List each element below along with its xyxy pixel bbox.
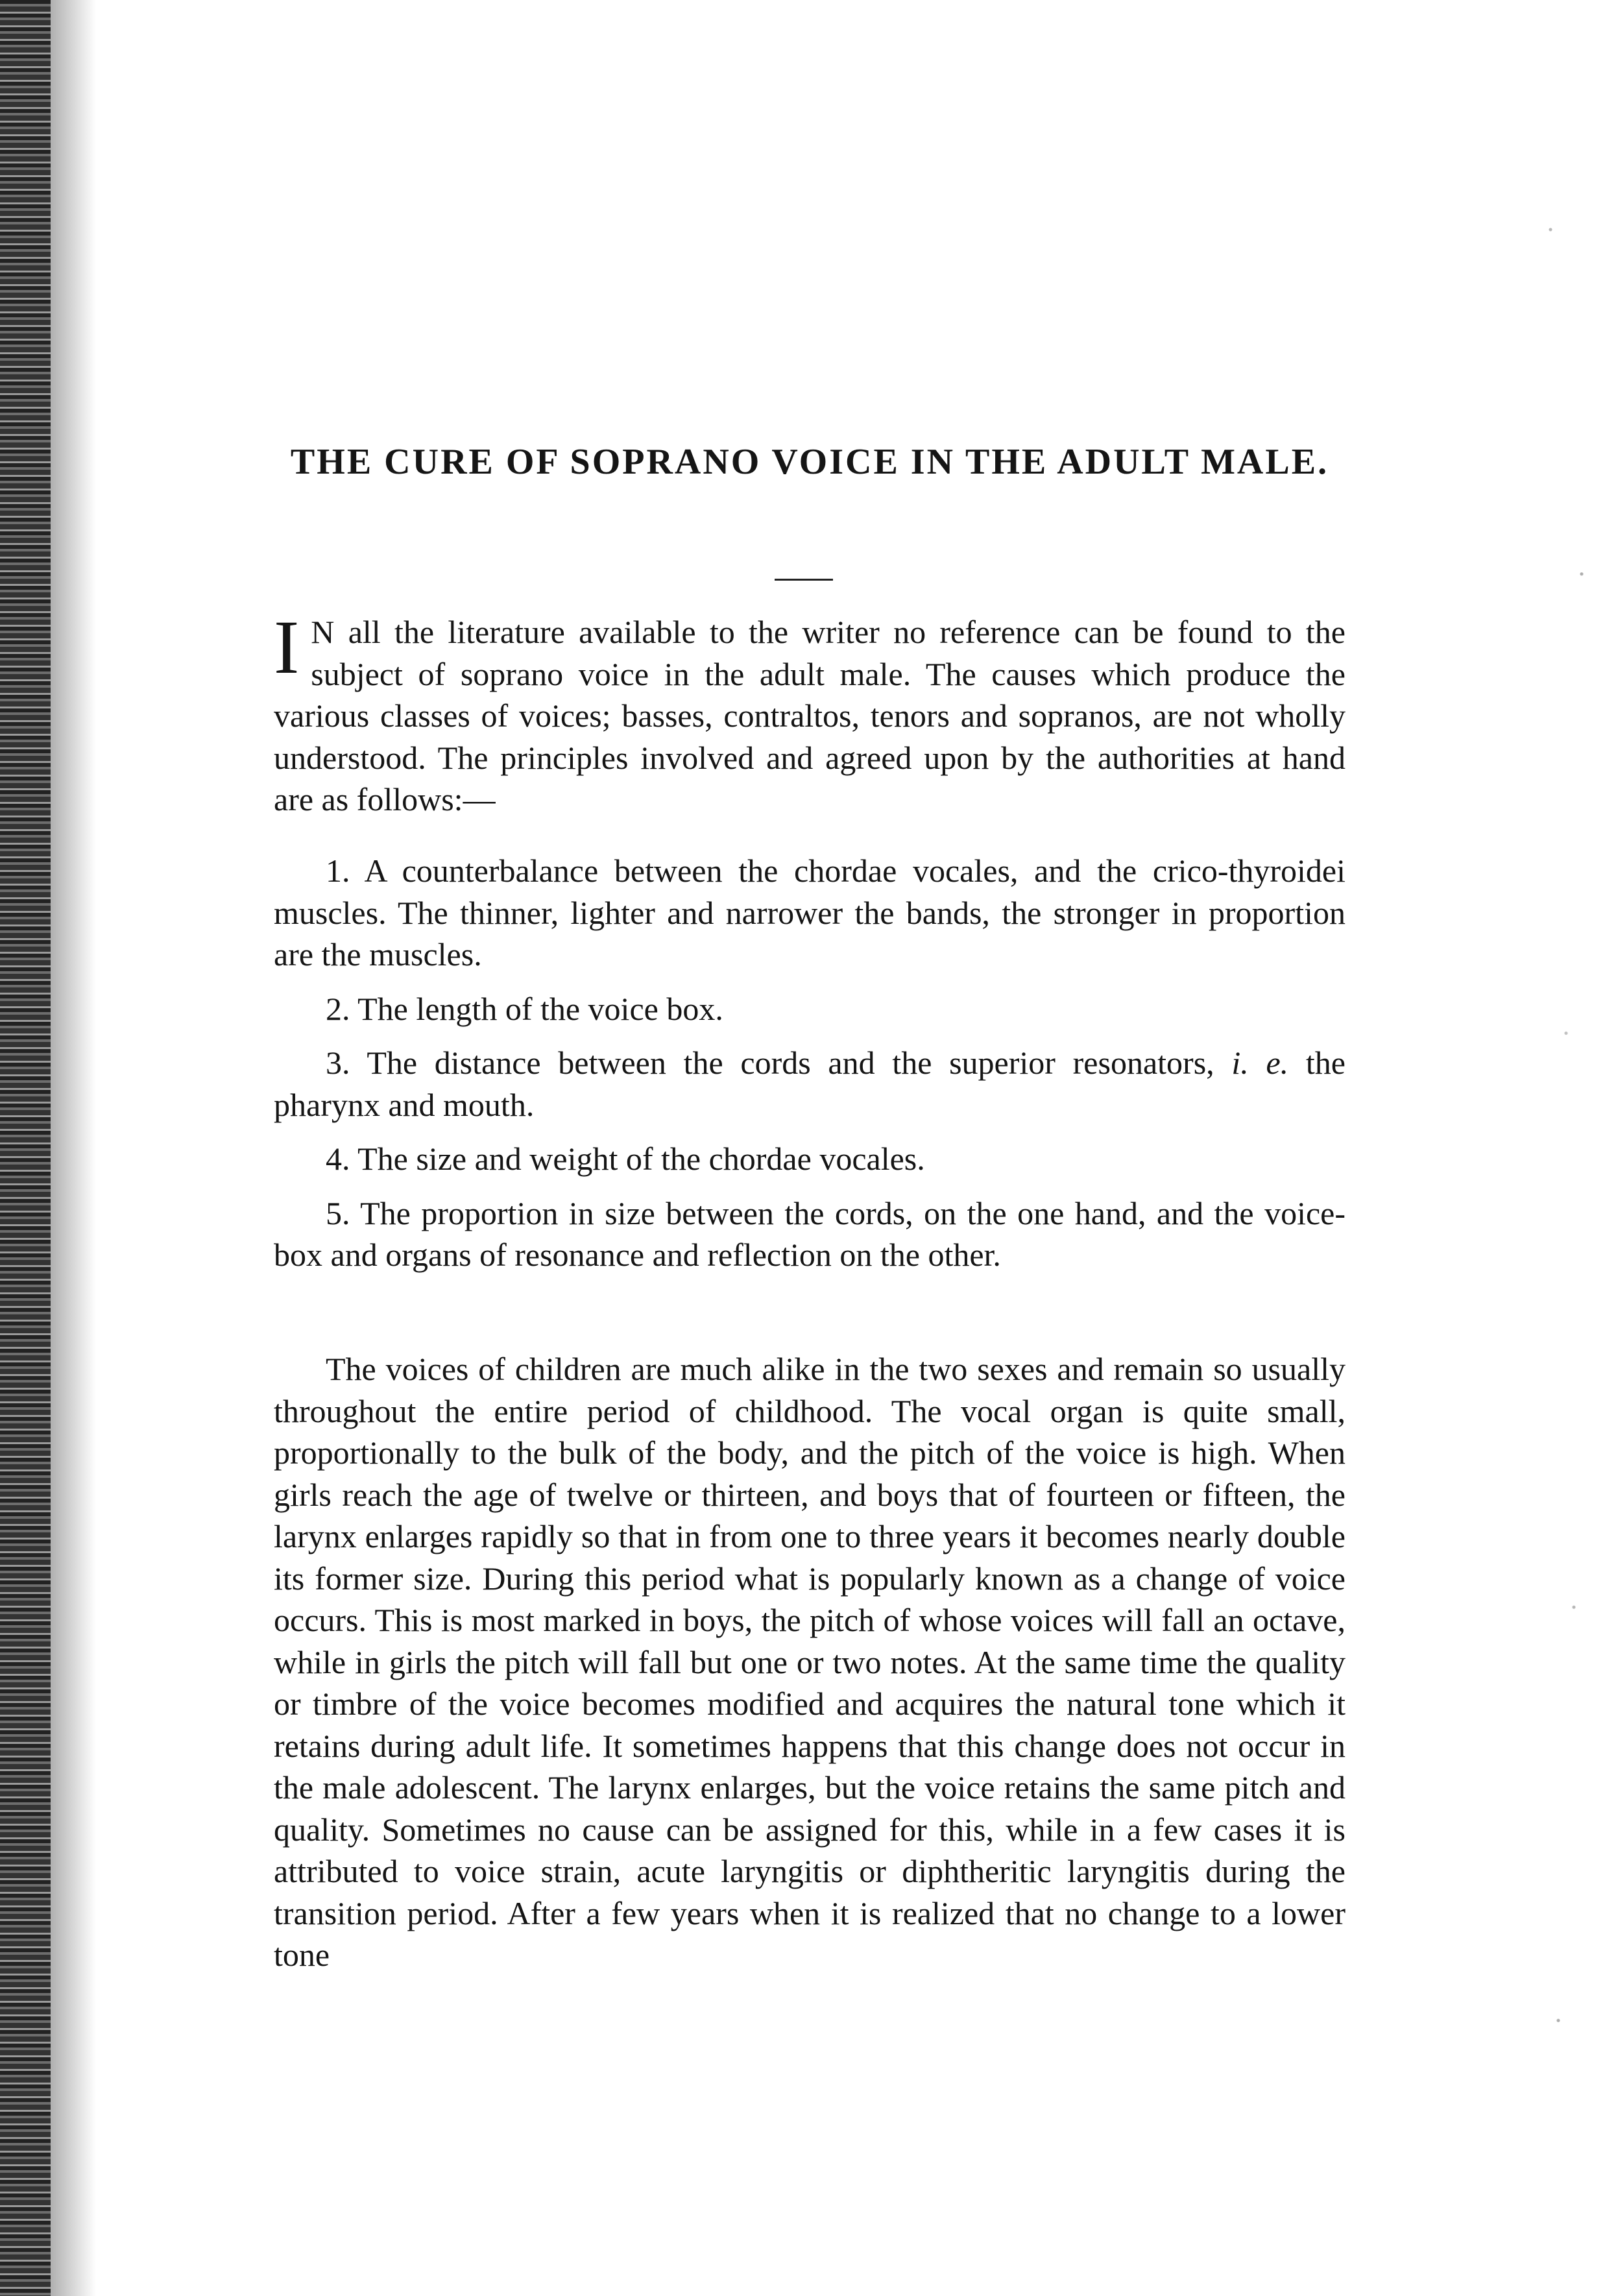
article-title: THE CURE OF SOPRANO VOICE IN THE ADULT MALE. bbox=[290, 442, 1329, 482]
principle-item-3 bbox=[274, 1042, 1346, 1126]
principle-item-1 bbox=[274, 850, 1346, 976]
principle-number: 2. bbox=[326, 990, 350, 1027]
intro-paragraph bbox=[274, 605, 1346, 821]
principle-text: A counterbalance between the chordae vocales, and the crico-thyroidei muscles. The thinner, lighter and narrower the bands, the stronger in proportion are the muscles. bbox=[274, 852, 1346, 973]
principle-number: 3. bbox=[326, 1045, 350, 1081]
principles-list bbox=[274, 850, 1346, 1288]
principle-text: The distance between the cords and the superior resonators, bbox=[367, 1045, 1214, 1081]
principle-number: 1. bbox=[326, 852, 350, 889]
principle-number: 5. bbox=[326, 1194, 350, 1231]
principle-item-4 bbox=[274, 1138, 1346, 1180]
principle-item-5 bbox=[274, 1192, 1346, 1276]
binding-shadow bbox=[51, 0, 96, 2296]
principle-text-continued: the pharynx and mouth. bbox=[274, 1045, 1346, 1123]
principle-abbreviation: i. e. bbox=[1231, 1045, 1289, 1081]
principle-number: 4. bbox=[326, 1141, 350, 1177]
drop-cap: I bbox=[274, 605, 300, 690]
principle-text: The proportion in size between the cords, on the one hand, and the voice-box and organs of resonance and reflection on the other. bbox=[274, 1194, 1346, 1273]
children-voices-paragraph: The voices of children are much alike in the two sexes and remain so usually throughout the entire period of childhood. The vocal organ is quite small, proportionally to the bulk of the body, and the pitch of the voice is high. When girls reach the age of twelve or thirteen, and boys that of fourteen or fifteen, the larynx enlarges rapidly so that in from one to three years it becomes nearly double its former size. During this period what is popularly known as a change of voice occurs. This is most marked in boys, the pitch of whose voices will fall an octave, while in girls the pitch will fall but one or two notes. At the same time the quality or timbre of the voice becomes modified and acquires the natural tone which it retains during adult life. It sometimes happens that this change does not occur in the male adolescent. The larynx enlarges, but the voice retains the same pitch and quality. Sometimes no cause can be assigned for this, while in a few cases it is attributed to voice strain, acute laryngitis or diphtheritic laryngitis during the transition period. After a few years when it is realized that no change to a lower tone bbox=[274, 1351, 1346, 1973]
principle-text: The size and weight of the chordae vocales. bbox=[357, 1141, 925, 1177]
principle-item-2 bbox=[274, 988, 1346, 1030]
book-binding-edge bbox=[0, 0, 51, 2296]
title-rule bbox=[775, 579, 833, 581]
principle-text: The length of the voice box. bbox=[357, 990, 723, 1027]
intro-text: N all the literature available to the writer no reference can be found to the subject of soprano voice in the adult male. The causes which produce the various classes of voices; basses, contraltos, tenors and sopranos, are not wholly understood. The principles involved and agreed upon by the authorities at hand are as follows:— bbox=[274, 614, 1346, 817]
page-margin-specks bbox=[1527, 0, 1605, 2296]
